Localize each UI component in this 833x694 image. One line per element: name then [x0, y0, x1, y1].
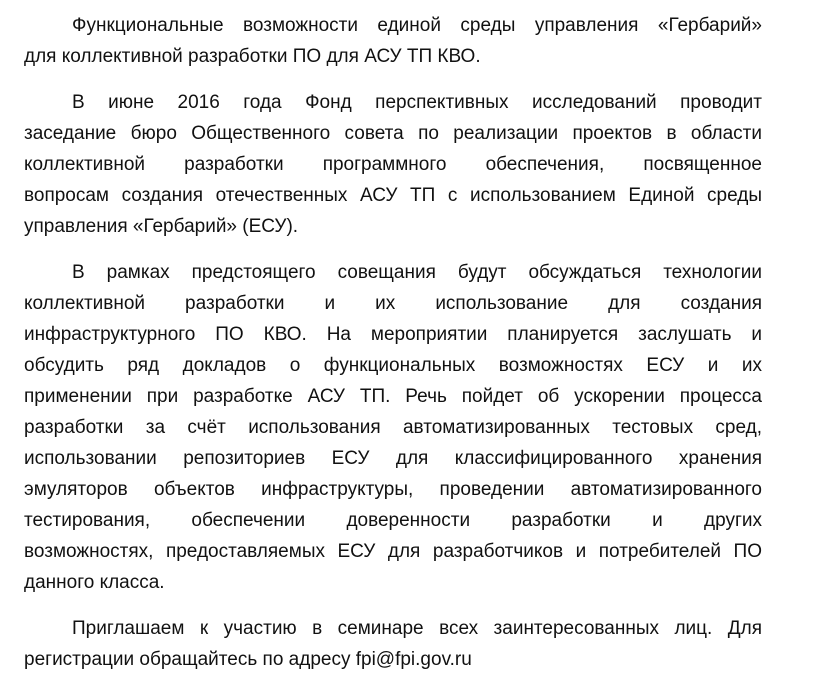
text-line: заседание бюро Общественного совета по реализации проектов в области: [24, 123, 762, 144]
text-line: управления «Гербарий» (ЕСУ).: [24, 216, 299, 237]
document-body: [24, 10, 810, 675]
text-line: тестирования, обеспечении доверенности разработки и других: [24, 510, 762, 531]
text-line: данного класса.: [24, 572, 165, 593]
text-line: вопросам создания отечественных АСУ ТП с использованием Единой среды: [24, 185, 762, 206]
text-line: обсудить ряд докладов о функциональных возможностях ЕСУ и их: [24, 355, 762, 376]
text-line: применении при разработке АСУ ТП. Речь пойдет об ускорении процесса: [24, 386, 762, 407]
text-line: использовании репозиториев ЕСУ для классифицированного хранения: [24, 448, 762, 469]
text-line: В июне 2016 года Фонд перспективных исследований проводит: [72, 92, 762, 113]
text-line: для коллективной разработки ПО для АСУ ТП КВО.: [24, 46, 481, 67]
text-line: В рамках предстоящего совещания будут обсуждаться технологии: [72, 262, 762, 283]
paragraph-title: [24, 10, 810, 72]
text-line: регистрации обращайтесь по адресу fpi@fpi.gov.ru: [24, 649, 472, 670]
text-line: разработки за счёт использования автоматизированных тестовых сред,: [24, 417, 762, 438]
text-line: коллективной разработки программного обеспечения, посвященное: [24, 154, 762, 175]
text-line: возможностях, предоставляемых ЕСУ для разработчиков и потребителей ПО: [24, 541, 762, 562]
paragraph-invitation: [24, 613, 810, 675]
paragraph-intro: [24, 87, 810, 242]
paragraph-details: [24, 257, 810, 598]
text-line: Функциональные возможности единой среды управления «Гербарий»: [72, 15, 762, 36]
text-line: коллективной разработки и их использование для создания: [24, 293, 762, 314]
text-line: Приглашаем к участию в семинаре всех заинтересованных лиц. Для: [72, 618, 762, 639]
text-line: инфраструктурного ПО КВО. На мероприятии планируется заслушать и: [24, 324, 762, 345]
text-line: эмуляторов объектов инфраструктуры, проведении автоматизированного: [24, 479, 762, 500]
